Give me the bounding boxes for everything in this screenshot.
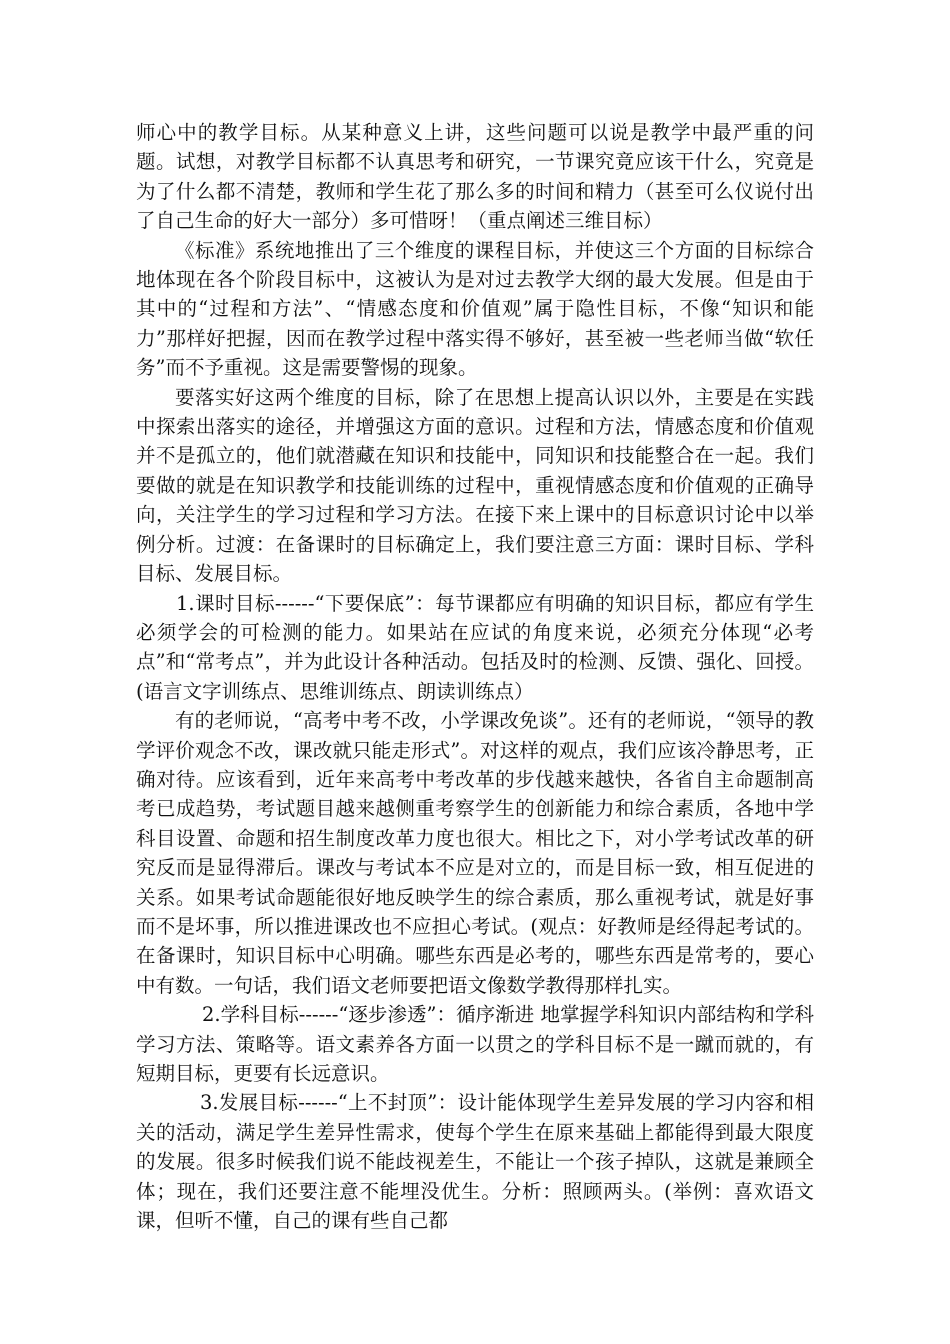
paragraph-lesson-goal: 1.课时目标------“下要保底”：每节课都应有明确的知识目标，都应有学生必须学会的可检测的能力。如果站在应试的角度来说，必须充分体现“必考点”和“常考点”，并为此设计各种活动。包括及时的检测、反馈、强化、回授。(语言文字训练点、思维训练点、朗读训练点） <box>136 591 814 703</box>
paragraph-teaching-goals-problem: 师心中的教学目标。从某种意义上讲，这些问题可以说是教学中最严重的问题。试想，对教学目标都不认真思考和研究，一节课究竟应该干什么，究竟是为了什么都不清楚，教师和学生花了那么多的时间和精力（甚至可么仪说付出了自己生命的好大一部分）多可惜呀！（重点阐述三维目标） <box>136 121 814 233</box>
paragraph-development-goal: 3.发展目标------“上不封顶”：设计能体现学生差异发展的学习内容和相关的活动，满足学生差异性需求，使每个学生在原来基础上都能得到最大限度的发展。很多时候我们说不能歧视差生，不能让一个孩子掉队，这就是兼顾全体；现在，我们还要注意不能埋没优生。分析：照顾两头。(举例：喜欢语文课，但听不懂，自己的课有些自己都 <box>136 1091 814 1233</box>
document-body <box>136 118 814 1235</box>
paragraph-exam-reform: 有的老师说，“高考中考不改，小学课改免谈”。还有的老师说，“领导的教学评价观念不改，课改就只能走形式”。对这样的观点，我们应该冷静思考，正确对待。应该看到，近年来高考中考改革的步伐越来越快，各省自主命题制高考已成趋势，考试题目越来越侧重考察学生的创新能力和综合素质，各地中学科目设置、命题和招生制度改革力度也很大。相比之下，对小学考试改革的研究反而是显得滞后。课改与考试本不应是对立的，而是目标一致，相互促进的关系。如果考试命题能很好地反映学生的综合素质，那么重视考试，就是好事而不是坏事，所以推进课改也不应担心考试。(观点：好教师是经得起考试的。在备课时，知识目标中心明确。哪些东西是必考的，哪些东西是常考的，要心中有数。一句话，我们语文老师要把语文像数学教得那样扎实。 <box>136 709 814 997</box>
paragraph-implement-two-dimensions: 要落实好这两个维度的目标，除了在思想上提高认识以外，主要是在实践中探索出落实的途径，并增强这方面的意识。过程和方法，情感态度和价值观并不是孤立的，他们就潜藏在知识和技能中，同知识和技能整合在一起。我们要做的就是在知识教学和技能训练的过程中，重视情感态度和价值观的正确导向，关注学生的学习过程和学习方法。在接下来上课中的目标意识讨论中以举例分析。过渡：在备课时的目标确定上，我们要注意三方面：课时目标、学科目标、发展目标。 <box>136 385 814 586</box>
paragraph-standard-three-dimensions: 《标准》系统地推出了三个维度的课程目标，并使这三个方面的目标综合地体现在各个阶段目标中，这被认为是对过去教学大纲的最大发展。但是由于其中的“过程和方法”、“情感态度和价值观”属于隐性目标，不像“知识和能力”那样好把握，因而在教学过程中落实得不够好，甚至被一些老师当做“软任务”而不予重视。这是需要警惕的现象。 <box>136 238 814 380</box>
paragraph-subject-goal: 2.学科目标------“逐步渗透”：循序渐进 地掌握学科知识内部结构和学科学习方法、策略等。语文素养各方面一以贯之的学科目标不是一蹴而就的，有短期目标，更要有长远意识。 <box>136 1003 814 1085</box>
